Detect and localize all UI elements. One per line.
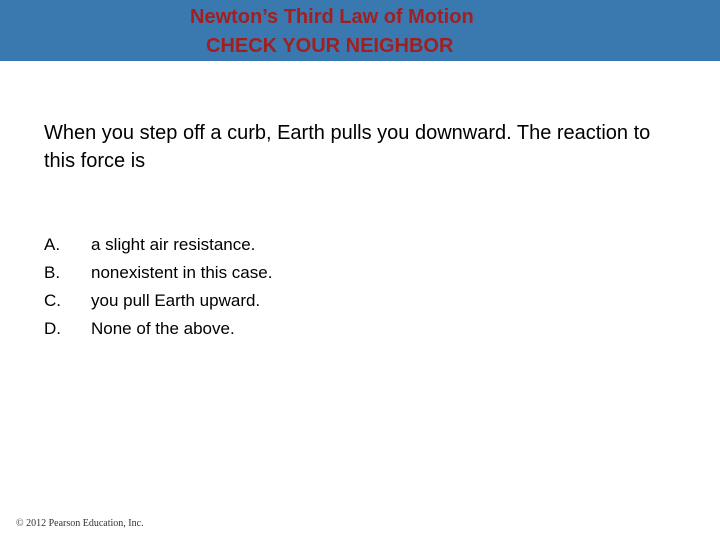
option-letter: C.	[44, 291, 61, 310]
slide-subtitle: CHECK YOUR NEIGHBOR	[206, 35, 454, 57]
option-b	[44, 259, 272, 287]
option-letter: A.	[44, 235, 61, 254]
option-letter: B.	[44, 263, 61, 282]
option-text: a slight air resistance.	[91, 235, 256, 254]
option-text: None of the above.	[91, 319, 235, 338]
option-text: nonexistent in this case.	[91, 263, 273, 282]
option-letter: D.	[44, 319, 61, 338]
title-bar	[0, 0, 720, 61]
option-c	[44, 287, 272, 315]
answer-options	[44, 231, 272, 343]
option-d	[44, 315, 272, 343]
slide-title: Newton’s Third Law of Motion	[190, 6, 474, 28]
copyright-notice: © 2012 Pearson Education, Inc.	[16, 518, 144, 529]
option-a	[44, 231, 272, 259]
question-text: When you step off a curb, Earth pulls you downward. The reaction to this force is	[44, 122, 651, 172]
option-text: you pull Earth upward.	[91, 291, 261, 310]
